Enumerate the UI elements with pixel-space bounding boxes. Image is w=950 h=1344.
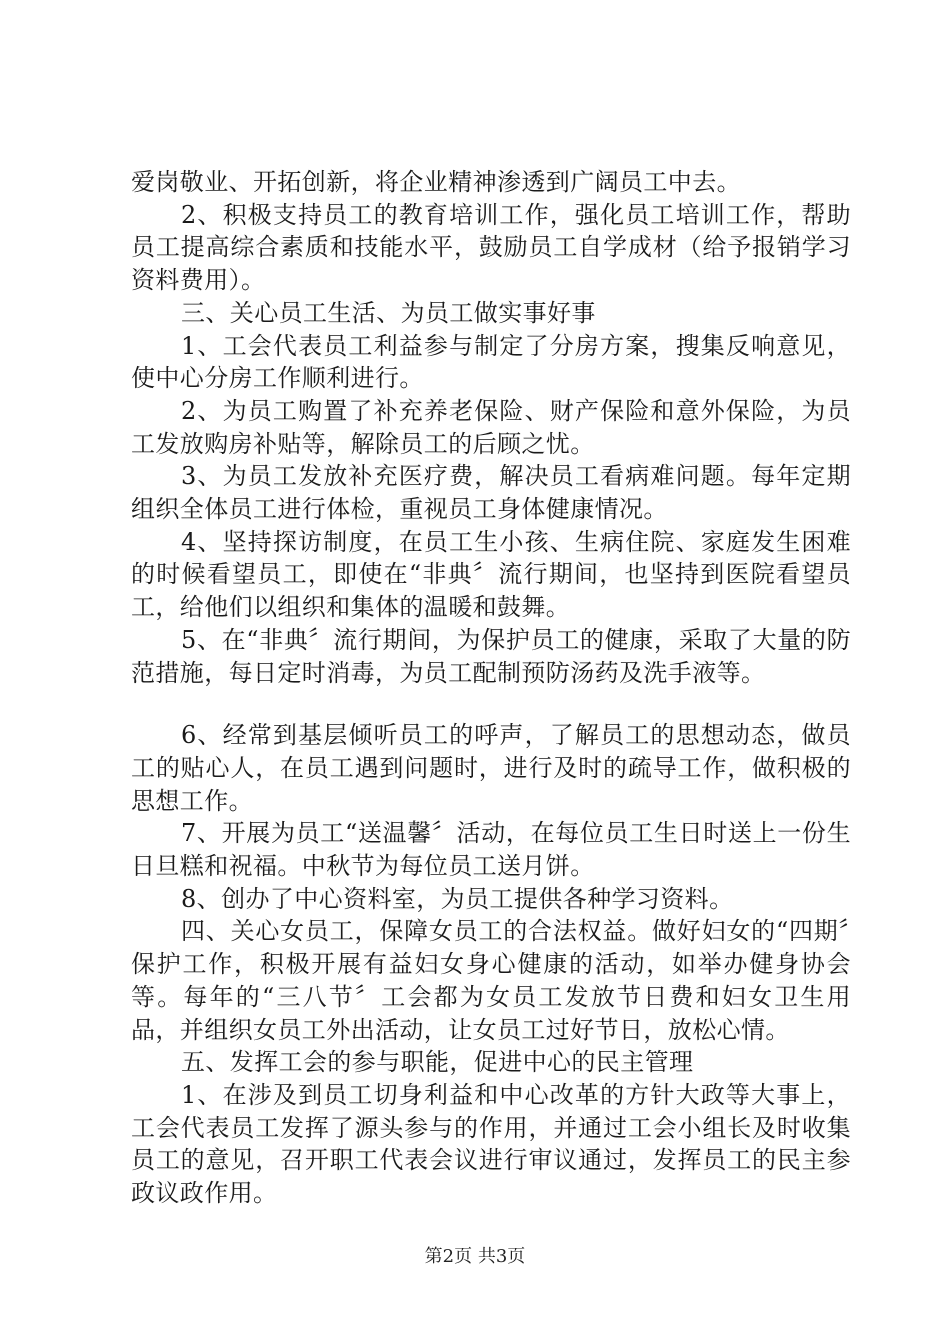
paragraph-visits: 4、坚持探访制度，在员工生小孩、生病住院、家庭发生困难的时候看望员工，即使在“非典〞流行期间，也坚持到医院看望员工，给他们以组织和集体的温暖和鼓舞。: [131, 527, 851, 622]
paragraph-spacer: [131, 689, 851, 719]
paragraph-medical: 3、为员工发放补充医疗费，解决员工看病难问题。每年定期组织全体员工进行体检，重视员工身体健康情况。: [131, 462, 851, 524]
page-number: 第2页 共3页: [424, 1246, 526, 1267]
section-heading-female-employees: 四、关心女员工，保障女员工的合法权益。做好妇女的“四期〞保护工作，积极开展有益妇女身心健康的活动，如举办健身协会等。每年的“三八节〞工会都为女员工发放节日费和妇女卫生用品，并组织女员工外出活动，让女员工过好节日，放松心情。: [131, 917, 851, 1044]
paragraph-sars-measures: 5、在“非典〞流行期间，为保护员工的健康，采取了大量的防范措施，每日定时消毒，为员工配制预防汤药及洗手液等。: [131, 625, 851, 687]
paragraph-insurance: 2、为员工购置了补充养老保险、财产保险和意外保险，为员工发放购房补贴等，解除员工的后顾之忧。: [131, 396, 851, 458]
paragraph-library: 8、创办了中心资料室，为员工提供各种学习资料。: [181, 884, 734, 913]
paragraph-warmth-activity: 7、开展为员工“送温馨〞活动，在每位员工生日时送上一份生日旦糕和祝福。中秋节为每位员工送月饼。: [131, 819, 851, 881]
paragraph-housing: 1、工会代表员工利益参与制定了分房方案，搜集反响意见，使中心分房工作顺利进行。: [131, 331, 851, 393]
section-heading-employee-life: 三、关心员工生活、为员工做实事好事: [181, 298, 596, 327]
paragraph-listening: 6、经常到基层倾听员工的呼声，了解员工的思想动态，做员工的贴心人，在员工遇到问题时，进行及时的疏导工作，做积极的思想工作。: [131, 721, 851, 815]
section-heading-democratic-management: 五、发挥工会的参与职能，促进中心的民主管理: [181, 1048, 694, 1077]
paragraph-training: 2、积极支持员工的教育培训工作，强化员工培训工作，帮助员工提高综合素质和技能水平，鼓励员工自学成材（给予报销学习资料费用）。: [131, 200, 851, 295]
document-body: [131, 166, 851, 1210]
paragraph-continuation: 爱岗敬业、开拓创新，将企业精神渗透到广阔员工中去。: [131, 168, 741, 196]
paragraph-participation: 1、在涉及到员工切身利益和中心改革的方针大政等大事上，工会代表员工发挥了源头参与的作用，并通过工会小组长及时收集员工的意见，召开职工代表会议进行审议通过，发挥员工的民主参政议政作用。: [131, 1080, 851, 1208]
